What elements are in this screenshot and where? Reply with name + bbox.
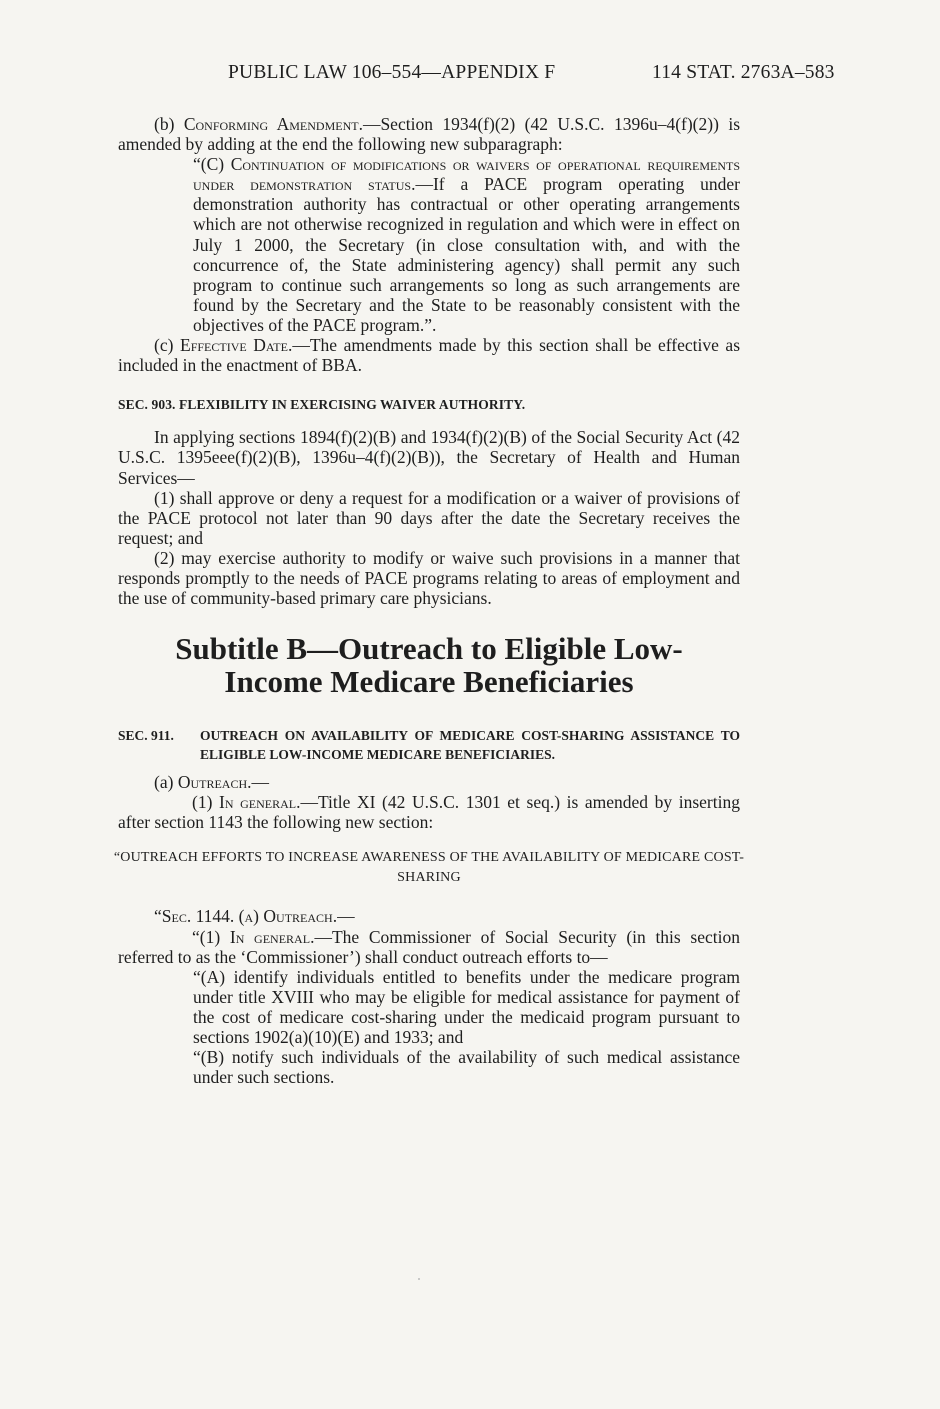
paragraph-c-effective-date: (c) Effective Date.—The amendments made by this section shall be effective as included in the enactment of BBA.: [118, 335, 741, 376]
running-header: [228, 62, 880, 84]
section-903-heading: SEC. 903. FLEXIBILITY IN EXERCISING WAIVER AUTHORITY.: [118, 397, 526, 413]
paragraph-a-outreach: (a) Outreach.—: [154, 772, 269, 793]
section-911-number: SEC. 911.: [118, 728, 174, 744]
subtitle-heading: Subtitle B—Outreach to Eligible Low-Income Medicare Beneficiaries: [175, 631, 683, 700]
header-law-citation: PUBLIC LAW 106–554—APPENDIX F: [228, 62, 556, 83]
section-903-paragraph-1: (1) shall approve or deny a request for a modification or a waiver of provisions of the PACE protocol not later than 90 days after the date the Secretary receives the request; and: [118, 487, 740, 548]
quoted-paragraph-1: “(1) In general.—The Commissioner of Social Security (in this section referred to as the ‘Commissioner’) shall conduct outreach efforts to—: [118, 926, 740, 967]
quoted-subparagraph-a: “(A) identify individuals entitled to benefits under the medicare program under title XVIII who may be eligible for medical assistance for payment of the cost of medicare cost-sharing under the medicaid program pursuant to sections 1902(a)(10)(E) and 1933; and: [193, 966, 740, 1047]
section-903-paragraph-2: (2) may exercise authority to modify or waive such provisions in a manner that responds promptly to the needs of PACE programs relating to areas of employment and the use of community-based primary care physicians.: [118, 547, 740, 609]
caption-in-general-quoted: In general: [229, 926, 311, 947]
caption-continuation-of-modifications: Continuation of modifications or waivers of operational requirements under demonstration status: [193, 154, 740, 195]
paragraph-a1-in-general: (1) In general.—Title XI (42 U.S.C. 1301 et seq.) is amended by inserting after section 1143 the following new section:: [118, 792, 740, 833]
quoted-subparagraph-b: “(B) notify such individuals of the availability of such medical assistance under such sections.: [193, 1047, 740, 1088]
scan-speck: [418, 1278, 420, 1280]
quoted-section-1144: “Sec. 1144. (a) Outreach.—: [154, 906, 355, 927]
caption-conforming-amendment: Conforming Amendment: [183, 114, 359, 134]
quoted-section-heading: “OUTREACH EFFORTS TO INCREASE AWARENESS OF THE AVAILABILITY OF MEDICARE COST-SHARING: [113, 850, 745, 886]
caption-outreach-quoted: Outreach: [263, 906, 333, 927]
section-911-heading: [118, 726, 740, 764]
section-911-title: OUTREACH ON AVAILABILITY OF MEDICARE COST-SHARING ASSISTANCE TO ELIGIBLE LOW-INCOME MEDICARE BENEFICIARIES.: [200, 728, 740, 763]
caption-effective-date: Effective Date: [180, 335, 288, 356]
paragraph-b-conforming-amendment: (b) Conforming Amendment.—Section 1934(f)(2) (42 U.S.C. 1396u–4(f)(2)) is amended by adding at the end the following new subparagraph:: [118, 114, 740, 155]
caption-outreach: Outreach: [177, 772, 248, 793]
header-statute-page: 114 STAT. 2763A–583: [652, 62, 835, 83]
quoted-subparagraph-c: “(C) Continuation of modifications or waivers of operational requirements under demonstration status.—If a PACE program operating under demonstration authority has contractual or other operating arrangements which are not otherwise recognized in regulation and which were in effect on July 1 2000, the Secretary (in close consultation with, and with the concurrence of, the State administering agency) shall permit any such program to continue such arrangements so long as such arrangements are found by the Secretary and the State to be reasonably consistent with the objectives of the PACE program.”.: [193, 154, 740, 335]
body-text: [113, 114, 745, 1088]
section-903-intro: In applying sections 1894(f)(2)(B) and 1934(f)(2)(B) of the Social Security Act (42 U.S.C. 1395eee(f)(2)(B), 1396u–4(f)(2)(B)), the Secretary of Health and Human Services—: [118, 427, 740, 488]
caption-in-general: In general: [219, 792, 297, 813]
